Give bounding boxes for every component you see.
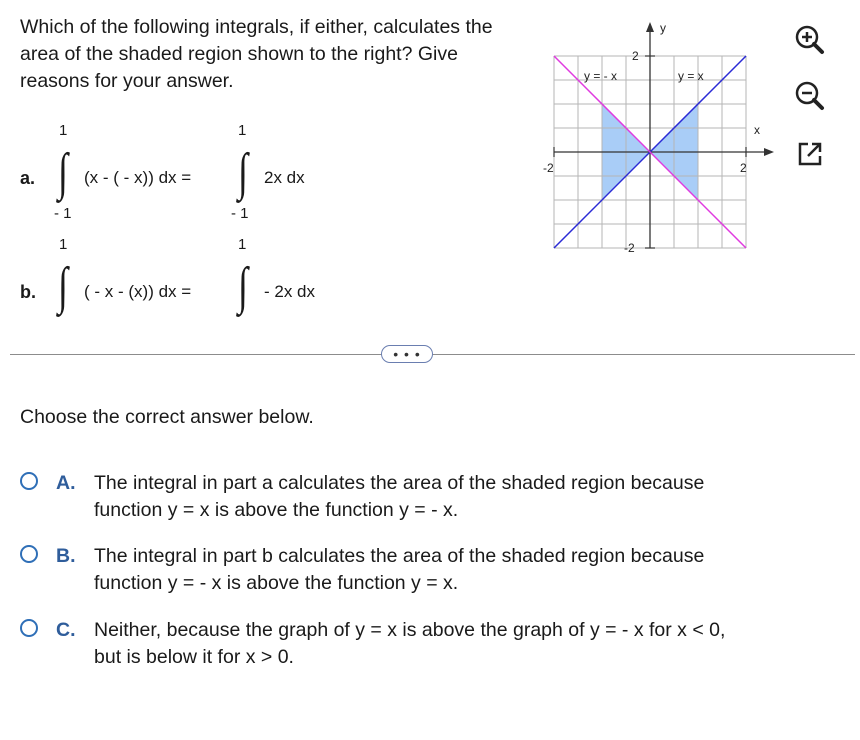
y-axis-label: y: [660, 21, 666, 35]
option-c-text-line1: Neither, because the graph of y = x is above the graph of y = - x for x < 0,: [94, 619, 726, 641]
integral-sign: ∫: [238, 144, 248, 201]
tick-label-left: -2: [543, 161, 554, 175]
part-a-lower-limit-1: - 1: [54, 205, 72, 222]
tick-label-top: 2: [632, 49, 639, 63]
option-a-letter: A.: [56, 472, 76, 494]
zoom-in-icon[interactable]: [794, 24, 826, 56]
part-a-integrand-2: 2x dx: [264, 168, 305, 187]
option-c-text-line2: but is below it for x > 0.: [94, 646, 294, 668]
x-axis-arrow-icon: [764, 148, 774, 156]
part-a-upper-limit-1: 1: [59, 122, 68, 139]
part-b-upper-limit-2: 1: [238, 236, 247, 253]
part-a-integrand-1: (x - ( - x)) dx =: [84, 168, 192, 187]
label-y-equals-neg-x: y = - x: [584, 69, 618, 83]
option-b[interactable]: [20, 543, 840, 599]
option-a[interactable]: [20, 470, 840, 526]
option-b-radio[interactable]: [20, 545, 38, 563]
option-b-text-line2: function y = - x is above the function y = x.: [94, 572, 459, 594]
option-b-text-line1: The integral in part b calculates the area of the shaded region because: [94, 545, 705, 567]
question-text: Which of the following integrals, if either, calculates the area of the shaded region shown to the right? Give reasons for your answer.: [20, 16, 493, 92]
y-axis-arrow-icon: [646, 22, 654, 32]
part-a-label: a.: [20, 168, 36, 188]
option-c-radio[interactable]: [20, 619, 38, 637]
part-a-upper-limit-2: 1: [238, 122, 247, 139]
option-a-text-line2: function y = x is above the function y = - x.: [94, 499, 459, 521]
option-c[interactable]: [20, 617, 840, 673]
option-a-text-line1: The integral in part a calculates the area of the shaded region because: [94, 472, 705, 494]
more-button[interactable]: • • •: [381, 345, 433, 363]
option-c-letter: C.: [56, 619, 76, 641]
x-axis-label: x: [754, 123, 760, 137]
integral-sign: ∫: [58, 258, 68, 315]
label-y-equals-x: y = x: [678, 69, 704, 83]
tick-label-bottom: -2: [624, 241, 635, 255]
option-b-letter: B.: [56, 545, 76, 567]
integral-sign: ∫: [58, 144, 68, 201]
integral-sign: ∫: [238, 258, 248, 315]
option-a-radio[interactable]: [20, 472, 38, 490]
part-b-label: b.: [20, 282, 36, 302]
popout-icon[interactable]: [794, 138, 826, 170]
part-b-upper-limit-1: 1: [59, 236, 68, 253]
part-b-integrand-2: - 2x dx: [264, 282, 316, 301]
graph: [540, 16, 780, 256]
zoom-out-icon[interactable]: [794, 80, 826, 112]
tick-label-right: 2: [740, 161, 747, 175]
answer-prompt: Choose the correct answer below.: [20, 406, 314, 428]
part-b-integrand-1: ( - x - (x)) dx =: [84, 282, 192, 301]
part-a-lower-limit-2: - 1: [231, 205, 249, 222]
